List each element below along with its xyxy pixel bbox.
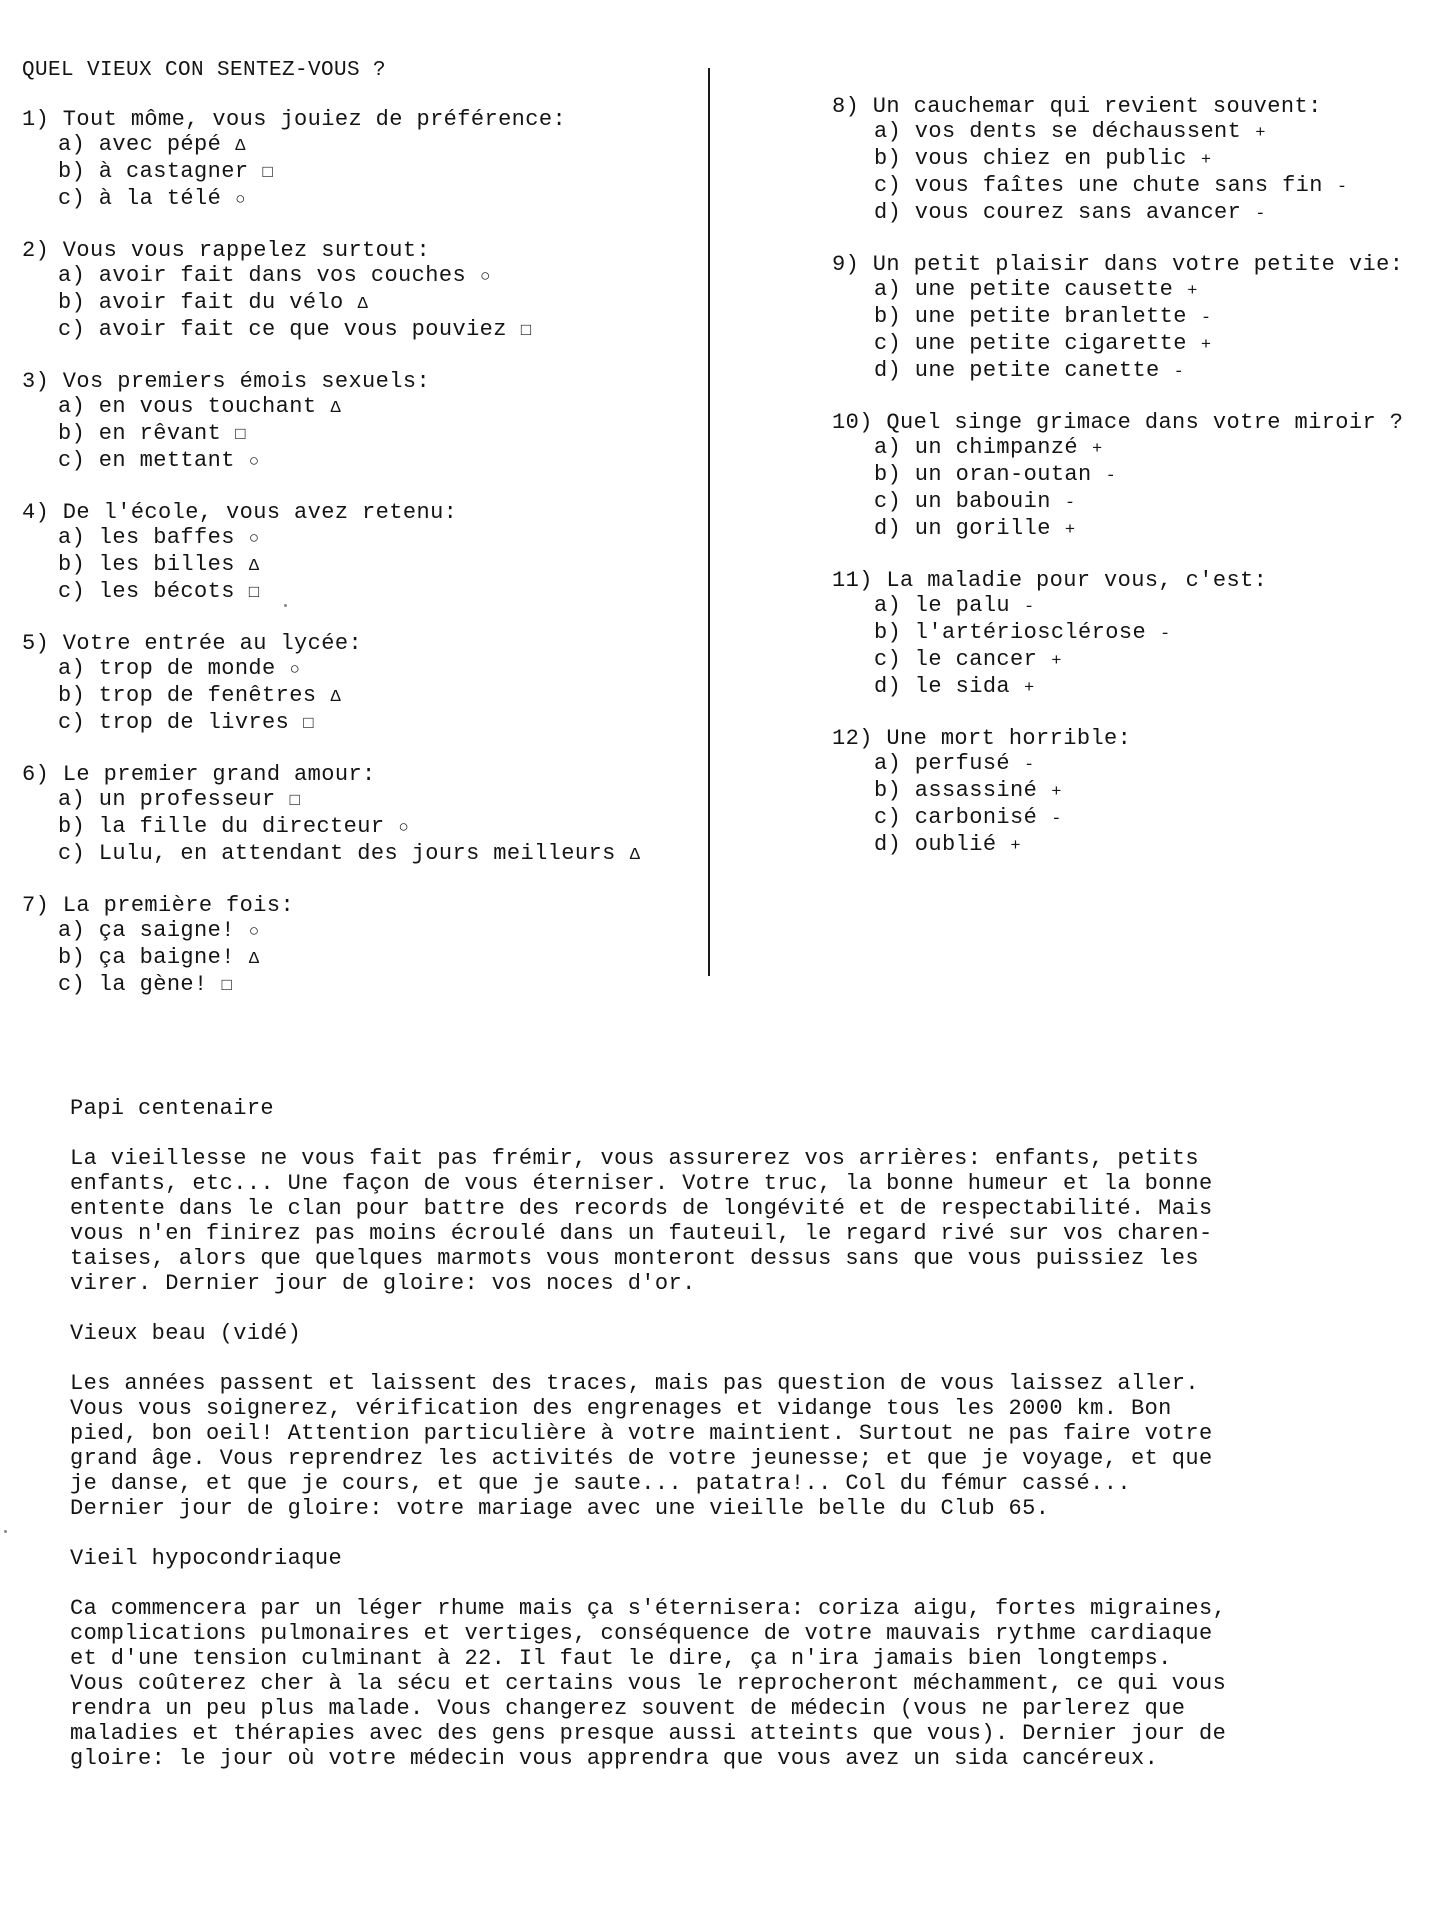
answer-option: [832, 462, 1432, 489]
answer-text: b) un oran-outan: [874, 462, 1092, 487]
question-title: 6) Le premier grand amour:: [22, 762, 376, 787]
score-symbol: +: [1187, 282, 1198, 301]
answer-option: [832, 751, 1432, 778]
score-symbol: -: [1051, 810, 1062, 829]
score-symbol: +: [1051, 783, 1062, 802]
answer-text: a) avoir fait dans vos couches: [58, 263, 467, 288]
question-title: 10) Quel singe grimace dans votre miroir ?: [832, 410, 1404, 435]
result-title: Papi centenaire: [70, 1096, 275, 1121]
answer-text: b) trop de fenêtres: [58, 683, 317, 708]
answer-text: c) carbonisé: [874, 805, 1038, 830]
score-symbol: ○: [248, 453, 260, 472]
score-symbol: +: [1051, 652, 1062, 671]
answer-option: [22, 290, 702, 317]
column-divider: [708, 68, 710, 976]
score-symbol: +: [1200, 336, 1212, 355]
score-symbol: ○: [398, 819, 410, 838]
question-block: [22, 107, 702, 213]
question-title: 2) Vous vous rappelez surtout:: [22, 238, 431, 263]
score-symbol: □: [221, 977, 233, 996]
answer-option: [22, 683, 702, 710]
question-title: 12) Une mort horrible:: [832, 726, 1132, 751]
answer-text: c) en mettant: [58, 448, 235, 473]
answer-text: c) une petite cigarette: [874, 331, 1187, 356]
question-block: [22, 762, 702, 868]
answer-text: a) les baffes: [58, 525, 235, 550]
answer-option: [22, 421, 702, 448]
answer-option: [832, 805, 1432, 832]
answer-text: a) ça saigne!: [58, 918, 235, 943]
answer-text: c) la gène!: [58, 972, 208, 997]
result-title: Vieil hypocondriaque: [70, 1546, 343, 1571]
score-symbol: Δ: [248, 557, 260, 576]
score-symbol: □: [289, 792, 301, 811]
answer-text: d) le sida: [874, 674, 1011, 699]
answer-text: b) avoir fait du vélo: [58, 290, 344, 315]
answer-text: b) en rêvant: [58, 421, 222, 446]
answer-option: [22, 552, 702, 579]
answer-text: b) vous chiez en public: [874, 146, 1187, 171]
answer-text: c) avoir fait ce que vous pouviez: [58, 317, 507, 342]
score-symbol: Δ: [330, 688, 342, 707]
answer-option: [832, 832, 1432, 859]
question-title: 5) Votre entrée au lycée:: [22, 631, 363, 656]
score-symbol: -: [1336, 178, 1348, 197]
question-block: [832, 568, 1432, 701]
answer-option: [832, 277, 1432, 304]
answer-text: c) Lulu, en attendant des jours meilleurs: [58, 841, 616, 866]
answer-option: [22, 945, 702, 972]
answer-option: [22, 918, 702, 945]
score-symbol: +: [1092, 440, 1103, 459]
score-symbol: Δ: [235, 137, 246, 156]
answer-text: a) le palu: [874, 593, 1011, 618]
answer-option: [832, 620, 1432, 647]
question-title: 4) De l'école, vous avez retenu:: [22, 500, 458, 525]
score-symbol: -: [1024, 598, 1035, 617]
answer-text: c) le cancer: [874, 647, 1038, 672]
question-title: 9) Un petit plaisir dans votre petite vie:: [832, 252, 1404, 277]
score-symbol: -: [1105, 467, 1117, 486]
results-section: [70, 1096, 1400, 1796]
result-paragraph: Les années passent et laissent des traces, mais pas question de vous laissez aller. Vous vous soignerez, vérification des engrenages et vidange tous les 2000 km. Bon pied, bon oeil! Attention particulière à votre maintient. Surtout ne pas faire votre grand âge. Vous reprendrez les activités de votre jeunesse; et que je voyage, et que je danse, et que je cours, et que je saute... patatra!.. Col du fémur cassé... Dernier jour de gloire: votre mariage avec une vieille belle du Club 65.: [70, 1371, 1213, 1521]
score-symbol: □: [520, 322, 532, 341]
answer-text: c) à la télé: [58, 186, 222, 211]
score-symbol: ○: [235, 191, 246, 210]
answer-option: [22, 132, 702, 159]
score-symbol: Δ: [248, 950, 260, 969]
question-block: [22, 238, 702, 344]
answer-text: d) vous courez sans avancer: [874, 200, 1242, 225]
score-symbol: +: [1064, 521, 1076, 540]
answer-text: a) une petite causette: [874, 277, 1174, 302]
answer-text: b) l'artériosclérose: [874, 620, 1147, 645]
question-title: 7) La première fois:: [22, 893, 295, 918]
score-symbol: ○: [248, 923, 260, 942]
page-title: QUEL VIEUX CON SENTEZ-VOUS ?: [22, 59, 387, 82]
question-block: [832, 410, 1432, 543]
answer-option: [832, 146, 1432, 173]
answer-option: [832, 593, 1432, 620]
question-title: 3) Vos premiers émois sexuels:: [22, 369, 431, 394]
score-symbol: -: [1200, 309, 1212, 328]
question-title: 8) Un cauchemar qui revient souvent:: [832, 94, 1322, 119]
question-block: [22, 369, 702, 475]
answer-option: [22, 317, 702, 344]
answer-text: a) avec pépé: [58, 132, 222, 157]
result-title: Vieux beau (vidé): [70, 1321, 302, 1346]
question-block: [832, 94, 1432, 227]
paper-speck: [284, 604, 287, 607]
answer-text: c) un babouin: [874, 489, 1051, 514]
question-block: [832, 726, 1432, 859]
question-block: [832, 252, 1432, 385]
score-symbol: ○: [289, 661, 301, 680]
score-symbol: +: [1255, 124, 1266, 143]
answer-text: a) en vous touchant: [58, 394, 317, 419]
question-block: [22, 893, 702, 999]
answer-text: c) les bécots: [58, 579, 235, 604]
answer-text: d) un gorille: [874, 516, 1051, 541]
answer-option: [832, 516, 1432, 543]
answer-option: [22, 579, 702, 606]
score-symbol: -: [1160, 625, 1171, 644]
answer-option: [832, 647, 1432, 674]
answer-option: [22, 814, 702, 841]
answer-text: b) assassiné: [874, 778, 1038, 803]
result-paragraph: Ca commencera par un léger rhume mais ça s'éternisera: coriza aigu, fortes migraines, complications pulmonaires et vertiges, conséquence de votre mauvais rythme cardiaque et d'une tension culminant à 22. Il faut le dire, ça n'ira jamais bien longtemps. Vous coûterez cher à la sécu et certains vous le reprocheront méchamment, ce qui vous rendra un peu plus malade. Vous changerez souvent de médecin (vous ne parlerez que maladies et thérapies avec des gens presque aussi atteints que vous). Dernier jour de gloire: le jour où votre médecin vous apprendra que vous avez un sida cancéreux.: [70, 1596, 1227, 1771]
result-paragraph: La vieillesse ne vous fait pas frémir, vous assurerez vos arrières: enfants, petits enfants, etc... Une façon de vous éterniser. Votre truc, la bonne humeur et la bonne entente dans le clan pour battre des records de longévité et de respectabilité. Mais vous n'en finirez pas moins écroulé dans un fauteuil, le regard rivé sur vos charen- taises, alors que quelques marmots vous monteront dessus sans que vous puissiez les virer. Dernier jour de gloire: vos noces d'or.: [70, 1146, 1213, 1296]
answer-option: [22, 787, 702, 814]
answer-option: [832, 358, 1432, 385]
answer-option: [832, 489, 1432, 516]
answer-option: [832, 173, 1432, 200]
answer-option: [22, 186, 702, 213]
answer-option: [22, 448, 702, 475]
answer-option: [832, 674, 1432, 701]
score-symbol: -: [1064, 494, 1076, 513]
question-title: 11) La maladie pour vous, c'est:: [832, 568, 1268, 593]
score-symbol: □: [248, 584, 260, 603]
answer-option: [832, 304, 1432, 331]
score-symbol: Δ: [330, 399, 342, 418]
score-symbol: □: [235, 426, 246, 445]
score-symbol: +: [1200, 151, 1212, 170]
question-block: [22, 631, 702, 737]
answer-option: [22, 972, 702, 999]
questions-right-column: [832, 94, 1432, 884]
answer-option: [22, 394, 702, 421]
score-symbol: Δ: [629, 846, 641, 865]
score-symbol: Δ: [357, 295, 369, 314]
score-symbol: -: [1173, 363, 1185, 382]
answer-text: a) un professeur: [58, 787, 276, 812]
answer-text: b) ça baigne!: [58, 945, 235, 970]
score-symbol: □: [262, 164, 274, 183]
paper-speck: [4, 1530, 7, 1533]
answer-option: [832, 331, 1432, 358]
answer-text: d) une petite canette: [874, 358, 1160, 383]
answer-option: [832, 200, 1432, 227]
score-symbol: □: [303, 715, 314, 734]
answer-text: b) une petite branlette: [874, 304, 1187, 329]
questions-left-column: [22, 107, 702, 1024]
question-block: [22, 500, 702, 606]
answer-text: a) un chimpanzé: [874, 435, 1079, 460]
score-symbol: -: [1255, 205, 1266, 224]
answer-option: [22, 159, 702, 186]
answer-text: a) trop de monde: [58, 656, 276, 681]
answer-option: [22, 656, 702, 683]
score-symbol: +: [1024, 679, 1035, 698]
answer-option: [22, 710, 702, 737]
answer-option: [22, 841, 702, 868]
score-symbol: ○: [248, 530, 260, 549]
score-symbol: ○: [480, 268, 491, 287]
answer-text: d) oublié: [874, 832, 997, 857]
answer-option: [832, 435, 1432, 462]
answer-text: c) vous faîtes une chute sans fin: [874, 173, 1323, 198]
answer-option: [22, 525, 702, 552]
answer-text: c) trop de livres: [58, 710, 290, 735]
answer-text: b) la fille du directeur: [58, 814, 385, 839]
answer-text: b) les billes: [58, 552, 235, 577]
answer-text: a) perfusé: [874, 751, 1011, 776]
answer-text: a) vos dents se déchaussent: [874, 119, 1242, 144]
answer-option: [832, 778, 1432, 805]
answer-option: [22, 263, 702, 290]
score-symbol: +: [1010, 837, 1022, 856]
answer-text: b) à castagner: [58, 159, 249, 184]
score-symbol: -: [1024, 756, 1035, 775]
question-title: 1) Tout môme, vous jouiez de préférence:: [22, 107, 567, 132]
answer-option: [832, 119, 1432, 146]
